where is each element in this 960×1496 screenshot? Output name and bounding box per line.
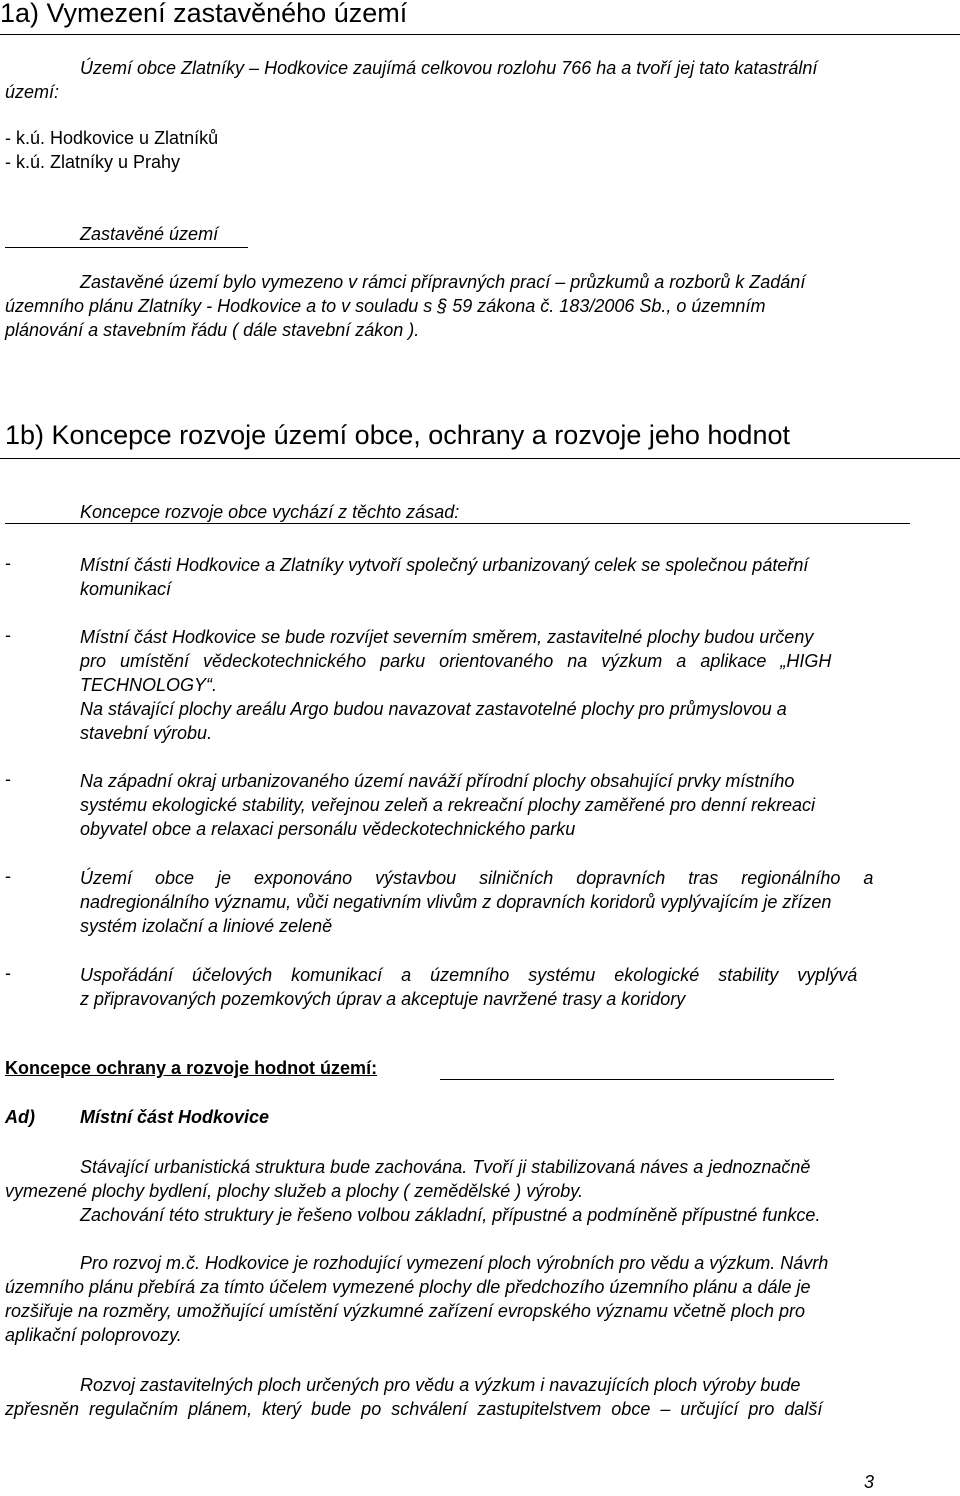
principle-3: Na západní okraj urbanizovaného území naváží přírodní plochy obsahující prvky místního systému ekologické stability, veřejnou zeleň a rekreační plochy zaměřené pro denní rekreaci obyvatel obce a relaxaci personálu vědeckotechnického parku	[80, 771, 816, 839]
principle-4: Území obce je exponováno výstavbou silničních dopravních tras regionálního a nadregionálního významu, vůči negativním vlivům z dopravních koridorů vyplývajícím je zřízen systém izolační a liniové zeleně	[80, 868, 874, 936]
cadastral-item-2: - k.ú. Zlatníky u Prahy	[5, 152, 181, 172]
bullet-dash-1: -	[5, 553, 11, 573]
hodkovice-paragraph-3: Rozvoj zastavitelných ploch určených pro vědu a výzkum i navazujících ploch výroby bude zpřesněn regulačním plánem, který bude po schválení zastupitelstvem obce – určující pro další	[5, 1375, 823, 1419]
intro-line-2: území:	[5, 82, 60, 102]
intro-line-1: Území obce Zlatníky – Hodkovice zaujímá celkovou rozlohu 766 ha a tvoří jej tato katastrální	[80, 58, 818, 78]
protection-heading: Koncepce ochrany a rozvoje hodnot území:	[5, 1058, 378, 1078]
bullet-dash-4: -	[5, 866, 11, 886]
page-number: 3	[864, 1472, 875, 1492]
sub-heading-koncepce: Koncepce rozvoje obce vychází z těchto zásad:	[80, 502, 460, 522]
cadastral-item-1: - k.ú. Hodkovice u Zlatníků	[5, 128, 219, 148]
ad-label: Ad)	[5, 1107, 35, 1127]
section-heading-1b: 1b) Koncepce rozvoje území obce, ochrany a rozvoje jeho hodnot	[5, 420, 790, 450]
subheading-underline-2	[5, 523, 910, 524]
bullet-dash-3: -	[5, 769, 11, 789]
bullet-dash-5: -	[5, 963, 11, 983]
hodkovice-paragraph-2: Pro rozvoj m.č. Hodkovice je rozhodující vymezení ploch výrobních pro vědu a výzkum. Návrh územního plánu přebírá za tímto účelem vymezené plochy dle předchozího územního plánu a dále je rozšiřuje na rozměry, umožňující umístění výzkumné zařízení evropského významu včetně ploch pro aplikační poloprovozy.	[5, 1253, 829, 1345]
principle-1: Místní části Hodkovice a Zlatníky vytvoří společný urbanizovaný celek se společnou páteřní komunikací	[80, 555, 809, 599]
local-part-title: Místní část Hodkovice	[80, 1107, 270, 1127]
section-heading-1a: 1a) Vymezení zastavěného území	[0, 0, 408, 28]
protection-heading-underline	[440, 1079, 834, 1080]
principle-2: Místní část Hodkovice se bude rozvíjet severním směrem, zastavitelné plochy budou určeny pro umístění vědeckotechnického parku orientovaného na výzkum a aplikace „HIGH TECHNOLOGY“. Na stávající plochy areálu Argo budou navazovat zastavotelné plochy pro průmyslovou a stavební výrobu.	[80, 627, 832, 743]
built-up-area-paragraph: Zastavěné území bylo vymezeno v rámci přípravných prací – průzkumů a rozborů k Zadání územního plánu Zlatníky - Hodkovice a to v souladu s § 59 zákona č. 183/2006 Sb., o územním plánování a stavebním řádu ( dále stavební zákon ).	[5, 272, 806, 340]
subheading-underline-1	[5, 247, 248, 248]
heading-rule-1a	[0, 34, 960, 35]
hodkovice-paragraph-1: Stávající urbanistická struktura bude zachována. Tvoří ji stabilizovaná náves a jednoznačně vymezené plochy bydlení, plochy služeb a plochy ( zemědělské ) výroby. Zachování této struktury je řešeno volbou základní, přípustné a podmíněně přípustné funkce.	[5, 1157, 821, 1225]
bullet-dash-2: -	[5, 625, 11, 645]
heading-rule-1b	[0, 458, 960, 459]
principle-5: Uspořádání účelových komunikací a územního systému ekologické stability vyplývá z připravovaných pozemkových úprav a akceptuje navržené trasy a koridory	[80, 965, 858, 1009]
sub-heading-zastavene: Zastavěné území	[80, 224, 219, 244]
